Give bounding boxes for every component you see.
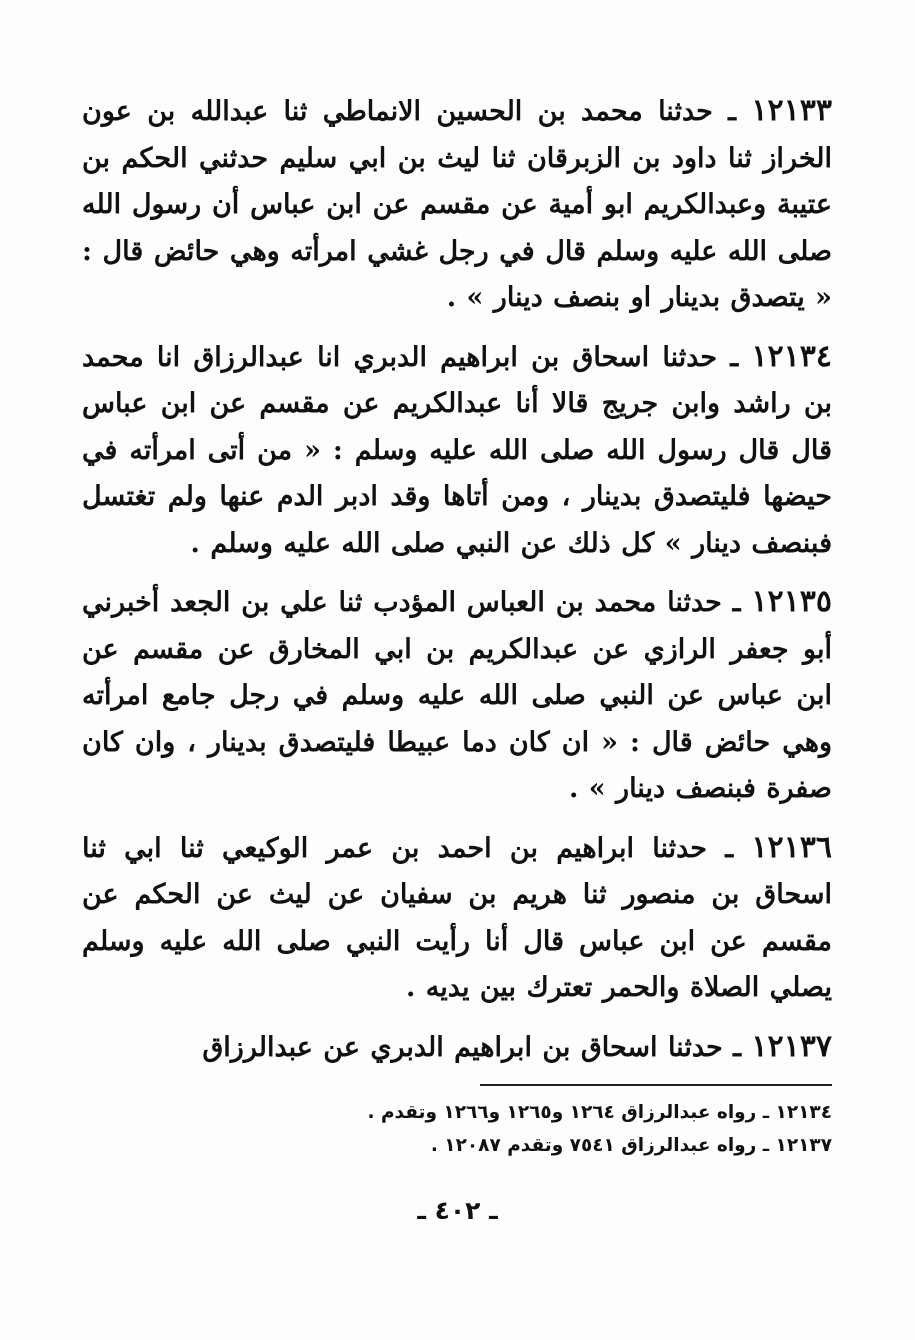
hadith-number: ١٢١٣٦ (751, 829, 832, 865)
footnote-separator (480, 1084, 832, 1086)
hadith-entry (82, 825, 832, 1012)
hadith-entry (82, 579, 832, 813)
hadith-text: ـ حدثنا اسحاق بن ابراهيم الدبري انا عبدالرزاق انا محمد بن راشد وابن جريج قالا أنا عبدالكريم عن مقسم عن ابن عباس قال قال رسول الله صلى الله عليه وسلم : « من أتى امرأته في حيضها فليتصدق بدينار ، ومن أتاها وقد ادبر الدم عنها ولم تغتسل فبنصف دينار » كل ذلك عن النبي صلى الله عليه وسلم . (82, 341, 832, 559)
hadith-text: ـ حدثنا ابراهيم بن احمد بن عمر الوكيعي ثنا ابي ثنا اسحاق بن منصور ثنا هريم بن سفيان عن ليث عن الحكم عن مقسم عن ابن عباس قال أنا رأيت النبي صلى الله عليه وسلم يصلي الصلاة والحمر تعترك بين يديه . (82, 832, 832, 1003)
hadith-entry (82, 334, 832, 568)
main-text (82, 88, 832, 1083)
footnote: ١٢١٣٤ ـ رواه عبدالرزاق ١٢٦٤ و١٢٦٥ و١٢٦٦ وتقدم . (367, 1102, 832, 1123)
hadith-number: ١٢١٣٣ (751, 93, 832, 128)
footnotes (250, 1096, 832, 1162)
page-number: ـ ٤٠٢ ـ (417, 1196, 498, 1225)
hadith-text: ـ حدثنا محمد بن العباس المؤدب ثنا علي بن الجعد أخبرني أبو جعفر الرازي عن عبدالكريم بن ابي المخارق عن مقسم عن ابن عباس عن النبي صلى الله عليه وسلم في رجل جامع امرأته وهي حائض قال : « ان كان دما عبيطا فليتصدق بدينار ، وان كان صفرة فبنصف دينار » . (82, 587, 832, 804)
hadith-number: ١٢١٣٧ (751, 1028, 832, 1064)
hadith-text: ـ حدثنا محمد بن الحسين الانماطي ثنا عبدالله بن عون الخراز ثنا داود بن الزبرقان ثنا ليث بن ابي سليم حدثني الحكم بن عتيبة وعبدالكريم ابو أمية عن مقسم عن ابن عباس أن رسول الله صلى الله عليه وسلم قال في رجل غشي امرأته وهي حائض قال : « يتصدق بدينار او بنصف دينار » . (82, 96, 832, 313)
hadith-entry (82, 1024, 832, 1072)
footnote: ١٢١٣٧ ـ رواه عبدالرزاق ٧٥٤١ وتقدم ١٢٠٨٧ . (430, 1135, 832, 1156)
hadith-number: ١٢١٣٤ (751, 338, 832, 374)
hadith-text: ـ حدثنا اسحاق بن ابراهيم الدبري عن عبدالرزاق (202, 1031, 742, 1063)
hadith-number: ١٢١٣٥ (751, 584, 832, 619)
hadith-entry (82, 88, 832, 322)
